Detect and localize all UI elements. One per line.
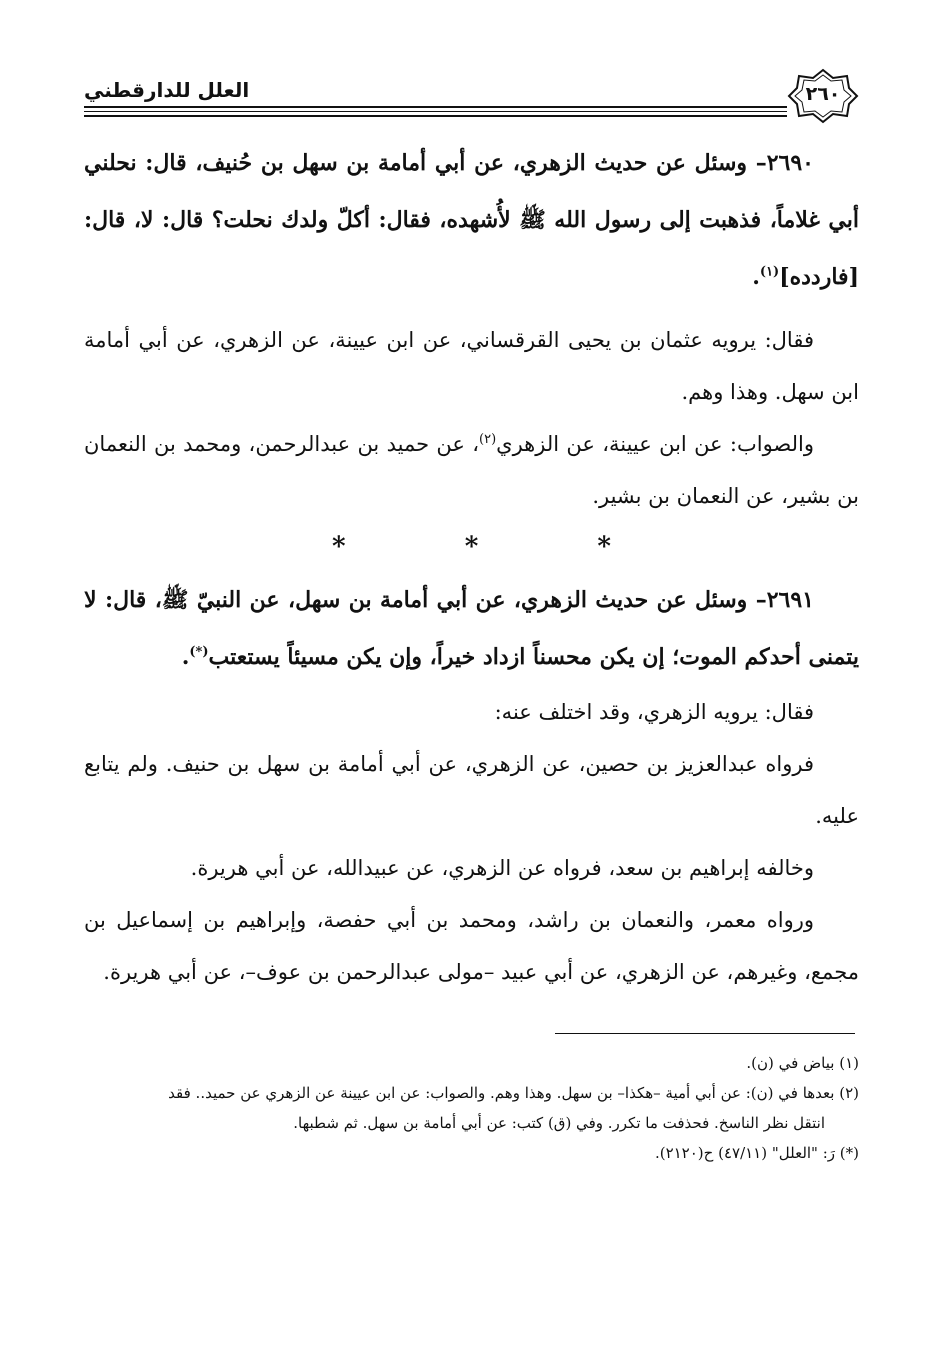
paragraph-text: ، عن حميد بن عبدالرحمن، ومحمد بن النعمان بن بشير، عن النعمان بن بشير. [84, 432, 859, 508]
paragraph: وخالفه إبراهيم بن سعد، فرواه عن الزهري، عن عبيدالله، عن أبي هريرة. [190, 856, 814, 880]
paragraph-text: والصواب: عن ابن عيينة، عن الزهري [496, 432, 815, 456]
footnote-star: (*) رَ: "العلل" (٤٧/١١) ح(٢١٢٠). [654, 1144, 859, 1162]
footnote-divider [555, 1033, 855, 1034]
entry-text: ٢٦٩٠– وسئل عن حديث الزهري، عن أبي أمامة بن سهل بن حُنيف، قال: نحلني أبي غلاماً، فذهبت إلى رسول الله ﷺ لأُشهده، فقال: أكلّ ولدك نحلت؟ قال: لا، قال: [فاردده] [84, 150, 859, 290]
header-rule [84, 106, 787, 108]
entry-2691 [84, 572, 859, 686]
paragraph: ورواه معمر، والنعمان بن راشد، ومحمد بن أبي حفصة، وإبراهيم بن إسماعيل بن مجمع، وغيرهم، عن الزهري، عن أبي عبيد –مولى عبدالرحمن بن عوف–، عن أبي هريرة. [84, 908, 859, 984]
page-number: ٢٦٠ [805, 83, 841, 105]
footnote-ref: (٢) [479, 432, 497, 447]
entry-text: ٢٦٩١– وسئل عن حديث الزهري، عن أبي أمامة بن سهل، عن النبيّ ﷺ، قال: لا يتمنى أحدكم الموت؛ إن يكن محسناً ازداد خيراً، وإن يكن مسيئاً يستعتب [84, 587, 859, 670]
header-rule [84, 115, 787, 117]
footnote-ref: (١) [759, 264, 780, 280]
footnote-1: (١) بياض في (ن). [746, 1054, 859, 1072]
page-header [84, 68, 859, 128]
main-text [84, 135, 859, 998]
footnote-ref: (*) [189, 644, 209, 660]
paragraph: فقال: يرويه عثمان بن يحيى القرقساني، عن ابن عيينة، عن الزهري، عن أبي أمامة ابن سهل. وهذا وهم. [84, 328, 859, 404]
footnotes [84, 1048, 859, 1168]
entry-end: . [181, 644, 190, 670]
paragraph: فقال: يرويه الزهري، وقد اختلف عنه: [494, 700, 814, 724]
page-number-badge [787, 68, 859, 124]
section-separator: * * * [332, 532, 666, 562]
paragraph [84, 418, 859, 522]
running-title: العلل للدارقطني [84, 78, 250, 102]
entry-end: . [752, 264, 760, 290]
footnote-2-continued: انتقل نظر الناسخ. فحذفت ما تكرر. وفي (ق) كتب: عن أبي أمامة بن سهل. ثم شطبها. [293, 1114, 825, 1132]
entry-2690 [84, 135, 859, 306]
footnote-2: (٢) بعدها في (ن): عن أبي أمية –هكذا– بن سهل. وهذا وهم. والصواب: عن ابن عيينة عن الزهري عن حميد.. فقد [168, 1084, 859, 1102]
paragraph: فرواه عبدالعزيز بن حصين، عن الزهري، عن أبي أمامة بن سهل بن حنيف. ولم يتابع عليه. [84, 752, 859, 828]
header-rule [84, 111, 787, 112]
